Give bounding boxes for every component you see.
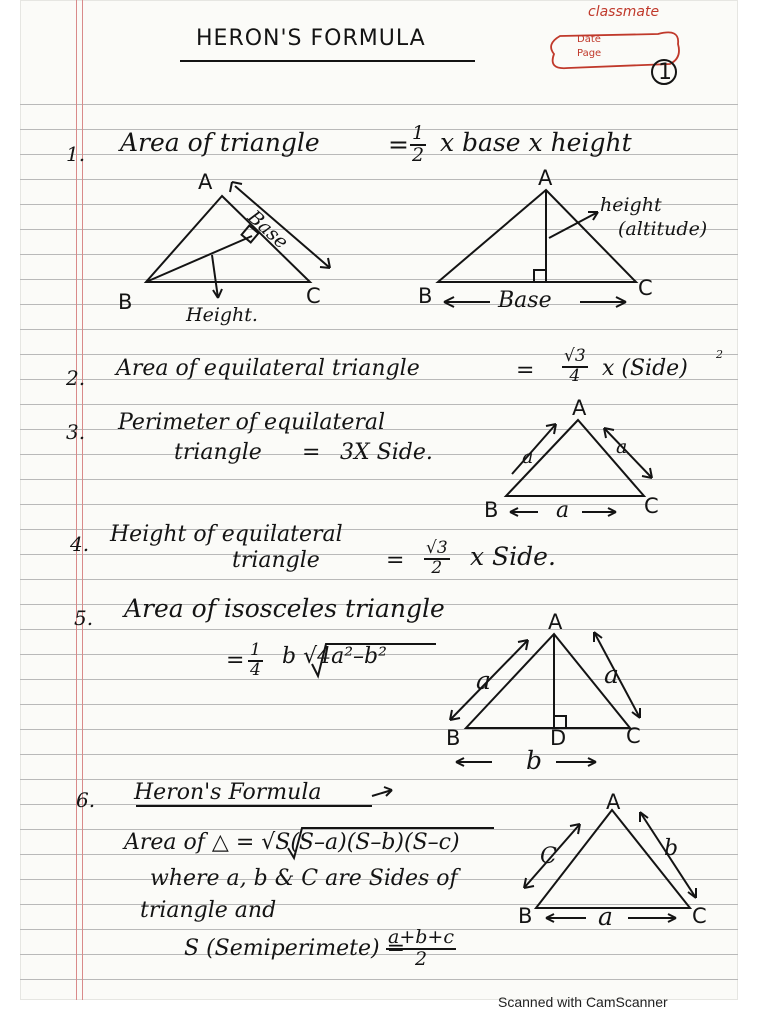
item-number: 4. — [70, 532, 90, 556]
scanner-watermark: Scanned with CamScanner — [498, 994, 668, 1010]
item-number: 3. — [66, 420, 86, 444]
item-number: 2. — [66, 366, 86, 390]
item-text: Area of isosceles triangle — [124, 594, 445, 623]
base-label: Base — [498, 288, 552, 313]
vertex-label: B — [446, 726, 461, 750]
date-label: Date — [577, 34, 601, 45]
vertex-label: B — [518, 904, 533, 928]
vertex-label: C — [626, 724, 641, 748]
fraction-numerator: 1 — [250, 640, 261, 660]
section-heading: Heron's Formula — [134, 780, 322, 805]
fraction — [562, 348, 588, 386]
fraction-denominator: 2 — [431, 557, 443, 578]
side-label: b — [664, 836, 679, 861]
side-label: a — [476, 666, 491, 695]
fraction — [248, 642, 263, 680]
fraction-numerator: 1 — [412, 122, 425, 144]
formula-rest: 3X Side. — [340, 440, 433, 465]
fraction-numerator: a+b+c — [388, 926, 454, 948]
side-label: a — [616, 436, 628, 458]
height-label: Height. — [186, 304, 258, 326]
page-title: HERON'S FORMULA — [196, 26, 426, 51]
vertex-label: D — [550, 726, 567, 750]
formula-rest: x base x height — [440, 128, 632, 157]
formula-text: triangle and — [140, 898, 277, 923]
item-text: Perimeter of equilateral — [118, 410, 386, 435]
side-label: a — [556, 498, 570, 523]
brand-logo-text: classmate — [588, 4, 660, 20]
vertex-label: B — [118, 290, 133, 314]
equals-sign: = — [302, 440, 321, 465]
vertex-label: C — [638, 276, 653, 300]
superscript: 2 — [716, 348, 723, 361]
vertex-label: C — [306, 284, 321, 308]
vertex-label: B — [418, 284, 433, 308]
side-label: a — [604, 660, 619, 689]
side-label: a — [598, 902, 613, 931]
item-text: Area of equilateral triangle — [116, 356, 420, 381]
side-label: Base — [243, 206, 293, 254]
equals-sign: = — [388, 130, 409, 159]
item-text: triangle — [174, 440, 262, 465]
item-number: 5. — [74, 606, 94, 630]
vertex-label: C — [692, 904, 707, 928]
item-text: Area of triangle — [120, 128, 320, 157]
vertex-label: A — [548, 610, 563, 634]
formula-text: Area of △ = √S(S–a)(S–b)(S–c) — [124, 830, 460, 855]
equals-sign: = — [226, 648, 245, 673]
height-label: height — [600, 194, 662, 216]
vertex-label: B — [484, 498, 499, 522]
fraction-denominator: 2 — [414, 947, 428, 970]
vertex-label: A — [606, 790, 621, 814]
side-label: b — [526, 746, 543, 775]
vertex-label: C — [644, 494, 659, 518]
page-number: 1 — [658, 60, 672, 85]
altitude-label: (altitude) — [618, 218, 708, 240]
equals-sign: = — [386, 548, 405, 573]
item-number: 1. — [66, 142, 86, 166]
item-number: 6. — [76, 788, 96, 812]
equals-sign: = — [516, 358, 535, 383]
formula-rest: x (Side) — [602, 356, 688, 381]
vertex-label: A — [572, 396, 587, 420]
item-text: Height of equilateral — [110, 522, 343, 547]
side-label: C — [540, 844, 557, 869]
vertex-label: A — [198, 170, 213, 194]
formula-text: where a, b & C are Sides of — [150, 866, 458, 891]
fraction-denominator: 4 — [250, 659, 261, 680]
item-text: triangle — [232, 548, 320, 573]
formula-rest: x Side. — [470, 542, 556, 571]
fraction-numerator: √3 — [564, 346, 586, 366]
semiperimeter-label: S (Semiperimete) = — [184, 936, 406, 961]
fraction — [424, 540, 450, 578]
page-label: Page — [577, 48, 602, 59]
fraction-numerator: √3 — [426, 538, 448, 558]
fraction-denominator: 4 — [569, 365, 581, 386]
formula-rest: b √4a²–b² — [282, 644, 387, 669]
fraction — [386, 928, 456, 970]
vertex-label: A — [538, 166, 553, 190]
side-label: a — [522, 446, 534, 468]
fraction-denominator: 2 — [412, 143, 425, 166]
